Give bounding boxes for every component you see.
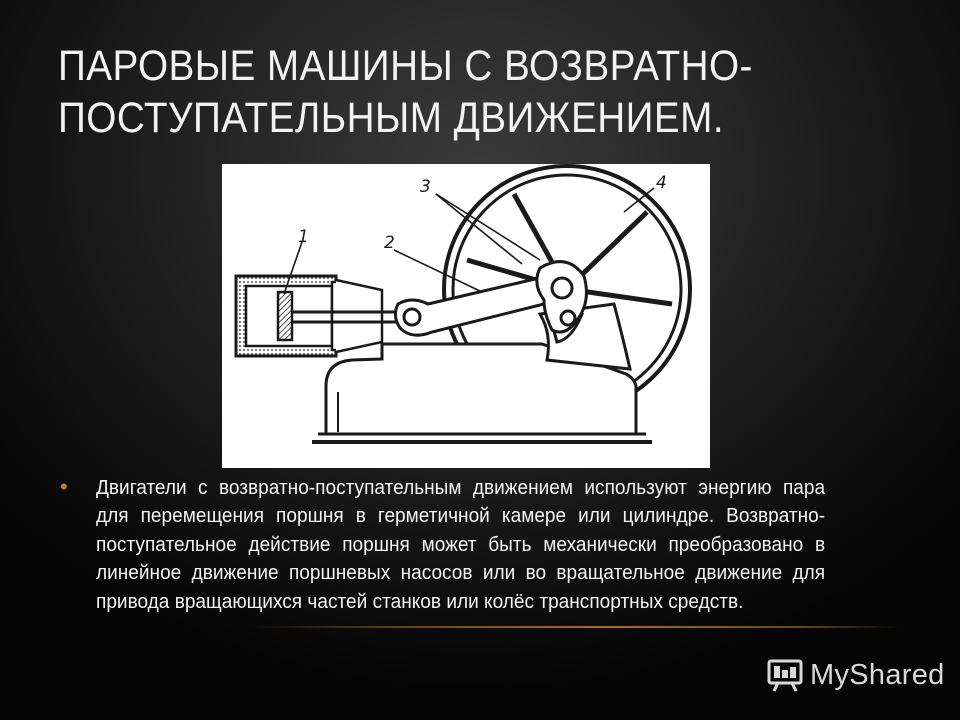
slide-title <box>58 40 832 144</box>
leader-lines <box>284 188 654 294</box>
watermark <box>766 655 945 695</box>
label-flywheel: 4 <box>656 173 667 193</box>
bullet-marker: • <box>60 474 68 499</box>
title-line-1: ПАРОВЫЕ МАШИНЫ С ВОЗВРАТНО- <box>58 42 753 90</box>
watermark-text: MyShared <box>810 659 945 691</box>
label-piston: 1 <box>298 227 309 247</box>
title-line-2: ПОСТУПАТЕЛЬНЫМ ДВИЖЕНИЕМ. <box>58 94 725 142</box>
classroom-board-icon <box>766 656 804 694</box>
decorative-divider <box>250 626 900 628</box>
label-crank: 3 <box>420 177 431 197</box>
bullet-text: Двигатели с возвратно-поступательным движением используют энергию пара для перемещения поршня в герметичной камере или цилиндре. Возвратно-поступательное действие поршня может быть механически преобразовано в линейное движение поршневых насосов или во вращательное движение для привода вращающихся частей станков или колёс транспортных средств. <box>96 476 826 613</box>
steam-engine-diagram <box>222 164 710 468</box>
label-connecting-rod: 2 <box>384 233 395 253</box>
cylinder <box>236 276 382 356</box>
bullet-list <box>60 474 880 616</box>
